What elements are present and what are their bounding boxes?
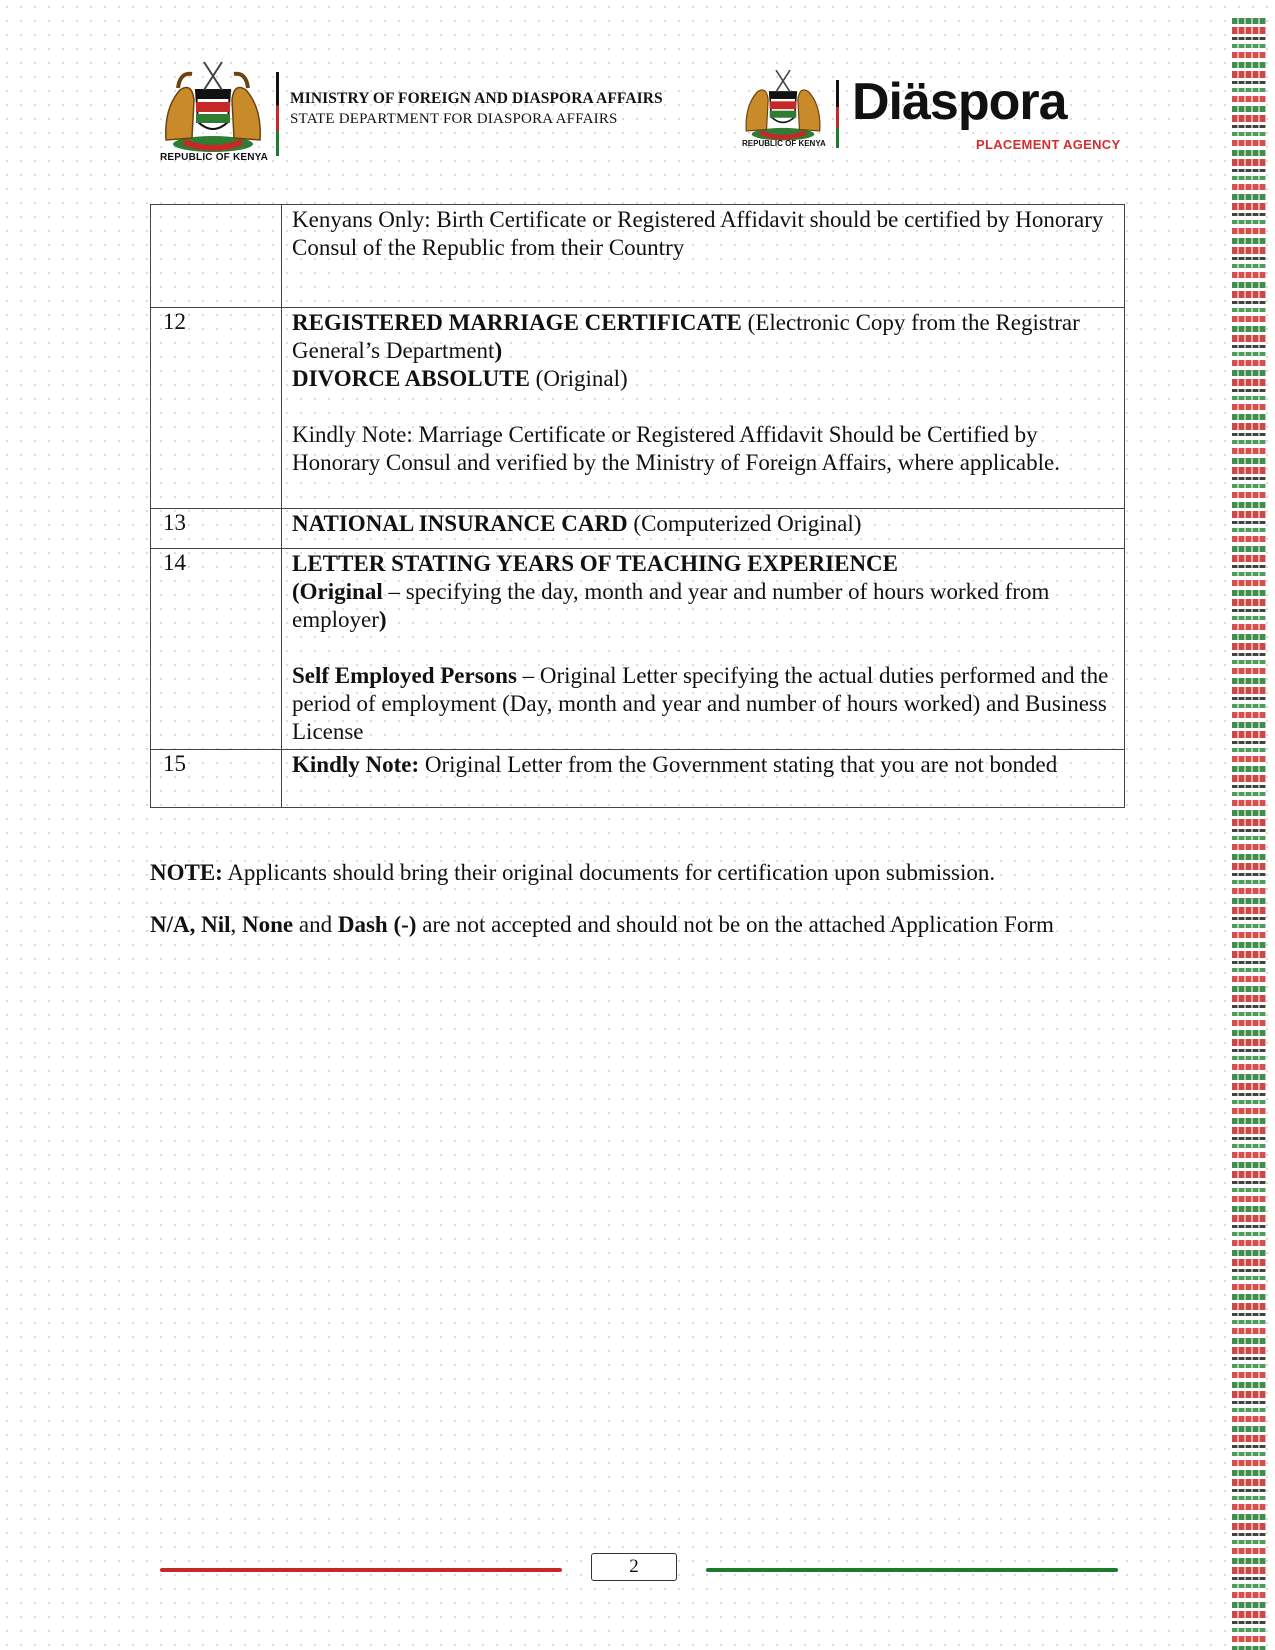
header-divider bbox=[276, 72, 279, 156]
bonded-note-label: Kindly Note: bbox=[292, 752, 420, 777]
diaspora-logo: Diäspora bbox=[852, 73, 1067, 131]
table-row bbox=[151, 549, 1125, 750]
submission-note bbox=[150, 858, 1125, 888]
original-text: – specifying the day, month and year and number of hours worked from employer bbox=[292, 579, 1050, 632]
table-row bbox=[151, 750, 1125, 808]
marriage-certificate-text: (Electronic Copy from the Registrar General’s Department bbox=[292, 310, 1080, 363]
row-content bbox=[282, 205, 1125, 308]
table-row bbox=[151, 509, 1125, 549]
marriage-note: Kindly Note: Marriage Certificate or Registered Affidavit Should be Certified by Honorary Consul and verified by the Ministry of Foreign Affairs, where applicable. bbox=[292, 422, 1060, 475]
republic-of-kenya-label: REPUBLIC OF KENYA bbox=[742, 139, 826, 148]
page-number: 2 bbox=[591, 1553, 677, 1581]
table-row bbox=[151, 205, 1125, 308]
letterhead bbox=[0, 0, 1275, 175]
kenyan-pattern-border bbox=[1232, 18, 1266, 1650]
divorce-absolute-text: (Original) bbox=[529, 366, 628, 391]
insurance-card-title: NATIONAL INSURANCE CARD bbox=[292, 511, 628, 536]
coat-of-arms-icon bbox=[740, 68, 826, 144]
header-divider bbox=[836, 80, 839, 148]
note-text: Applicants should bring their original documents for certification upon submission. bbox=[222, 860, 996, 885]
row-number: 12 bbox=[151, 308, 282, 509]
row-content bbox=[282, 549, 1125, 750]
row-number bbox=[151, 205, 282, 308]
state-department-title: STATE DEPARTMENT FOR DIASPORA AFFAIRS bbox=[290, 111, 618, 127]
bonded-note-text: Original Letter from the Government stating that you are not bonded bbox=[419, 752, 1058, 777]
not-accepted-note bbox=[150, 910, 1125, 940]
marriage-certificate-close: ) bbox=[494, 338, 503, 363]
teaching-experience-title: LETTER STATING YEARS OF TEACHING EXPERIENCE bbox=[292, 551, 899, 576]
original-label: (Original bbox=[292, 579, 383, 604]
insurance-card-text: (Computerized Original) bbox=[627, 511, 862, 536]
footer-red-line bbox=[160, 1568, 562, 1572]
none-label: None bbox=[242, 912, 294, 937]
requirements-table bbox=[150, 204, 1125, 808]
row-content bbox=[282, 509, 1125, 549]
coat-of-arms-icon bbox=[158, 60, 268, 156]
nil-label: Nil bbox=[201, 912, 231, 937]
not-accepted-text: are not accepted and should not be on the attached Application Form bbox=[416, 912, 1054, 937]
row-number: 14 bbox=[151, 549, 282, 750]
dash-label: Dash (-) bbox=[337, 912, 417, 937]
self-employed-label: Self Employed Persons bbox=[292, 663, 517, 688]
original-close: ) bbox=[378, 607, 387, 632]
note-label: NOTE: bbox=[150, 860, 223, 885]
ministry-title: MINISTRY OF FOREIGN AND DIASPORA AFFAIRS bbox=[290, 90, 663, 107]
kenyans-only-text: Kenyans Only: Birth Certificate or Registered Affidavit should be certified by Honorary Consul of the Republic from their Country bbox=[292, 207, 1104, 260]
footer-green-line bbox=[706, 1568, 1118, 1572]
row-content bbox=[282, 750, 1125, 808]
marriage-certificate-title: REGISTERED MARRIAGE CERTIFICATE bbox=[292, 310, 742, 335]
comma-text: , bbox=[230, 912, 237, 937]
divorce-absolute-title: DIVORCE ABSOLUTE bbox=[292, 366, 530, 391]
row-number: 13 bbox=[151, 509, 282, 549]
row-content bbox=[282, 308, 1125, 509]
and-text: and bbox=[293, 912, 338, 937]
republic-of-kenya-label: REPUBLIC OF KENYA bbox=[160, 152, 269, 163]
row-number: 15 bbox=[151, 750, 282, 808]
placement-agency-label: PLACEMENT AGENCY bbox=[976, 137, 1121, 152]
na-label: N/A, bbox=[150, 912, 196, 937]
table-row bbox=[151, 308, 1125, 509]
self-employed-text: – Original Letter specifying the actual duties performed and the period of employment (Day, month and year and number of hours worked) and Business License bbox=[292, 663, 1109, 744]
